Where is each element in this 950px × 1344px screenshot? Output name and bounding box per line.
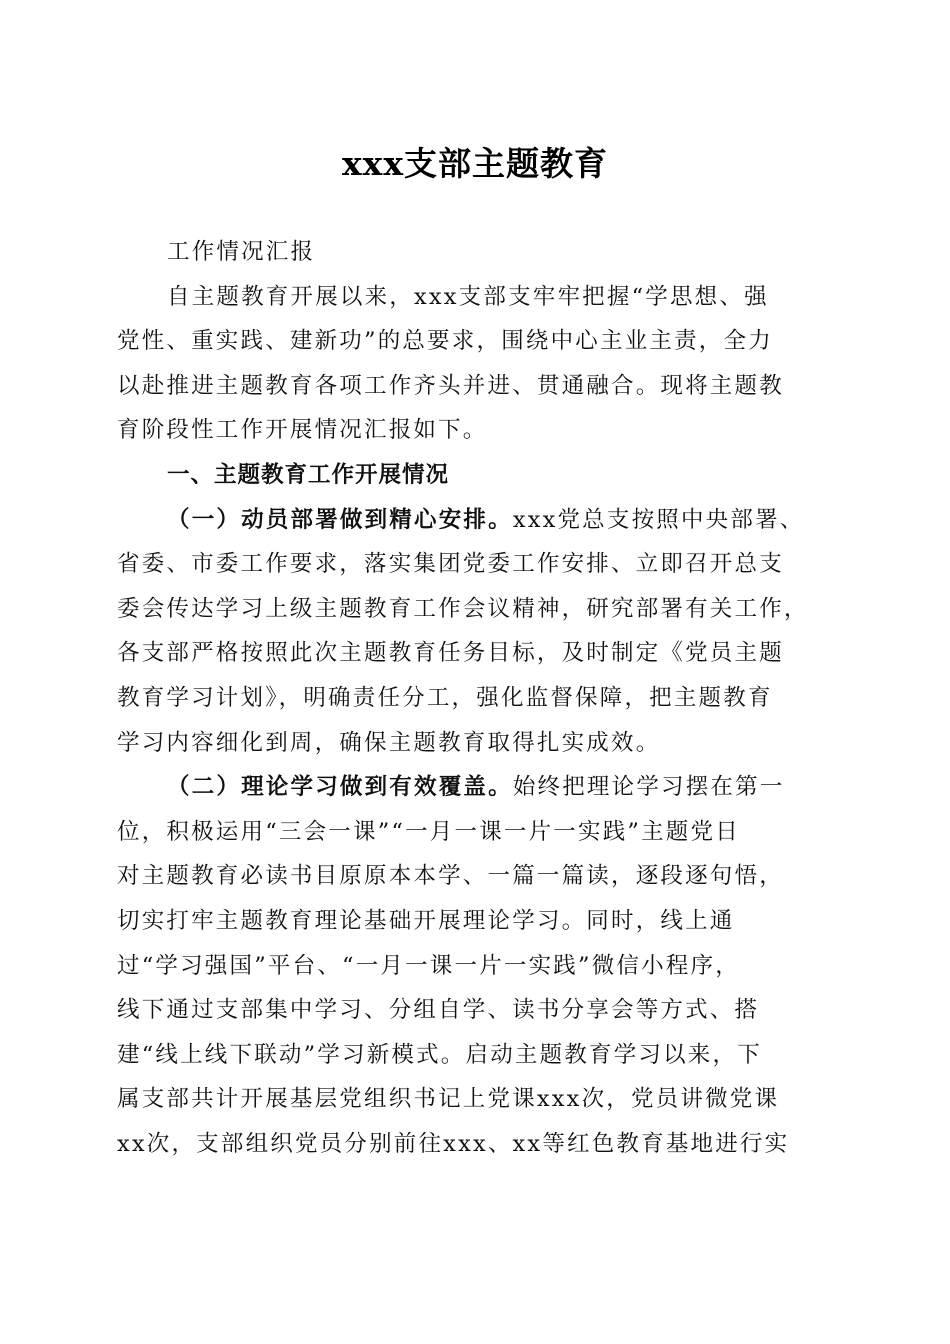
paragraph-line: 教育学习计划》，明确责任分工，强化监督保障，把主题教育 xyxy=(117,684,773,711)
paragraph-line: 省委、市委工作要求，落实集团党委工作安排、立即召开总支 xyxy=(117,551,784,578)
paragraph-line: 党性、重实践、建新功”的总要求，围绕中心主业主责，全力 xyxy=(117,328,773,355)
paragraph-line: 位，积极运用“三会一课”“一月一课一片一实践”主题党日 xyxy=(117,818,740,845)
sub-heading: （一）动员部署做到精心安排。 xyxy=(167,506,513,533)
paragraph-line: 自主题教育开展以来，xxx支部支牢牢把握“学思想、强 xyxy=(167,283,769,310)
paragraph-line: xx次，支部组织党员分别前往xxx、xx等红色教育基地进行实 xyxy=(117,1130,790,1157)
paragraph-text: xxx党总支按照中央部署、 xyxy=(512,506,805,533)
paragraph-line: 建“线上线下联动”学习新模式。启动主题教育学习以来，下 xyxy=(117,1041,762,1068)
document-body xyxy=(117,230,829,1166)
paragraph-line: 以赴推进主题教育各项工作齐头并进、贯通融合。现将主题教 xyxy=(117,372,784,399)
paragraph-line: 切实打牢主题教育理论基础开展理论学习。同时，线上通 xyxy=(117,907,735,934)
paragraph-text: 始终把理论学习摆在第一 xyxy=(512,774,785,801)
paragraph-line: 线下通过支部集中学习、分组自学、读书分享会等方式、搭 xyxy=(117,997,760,1024)
section-heading: 一、主题教育工作开展情况 xyxy=(167,461,450,488)
paragraph-line: 属支部共计开展基层党组织书记上党课xxx次，党员讲微党课 xyxy=(117,1086,780,1113)
paragraph-line: 各支部严格按照此次主题教育任务目标，及时制定《党员主题 xyxy=(117,640,784,667)
paragraph-line xyxy=(117,765,829,810)
document-title: xxx支部主题教育 xyxy=(341,144,609,183)
paragraph-line: 学习内容细化到周，确保主题教育取得扎实成效。 xyxy=(117,729,661,756)
paragraph-line: 过“学习强国”平台、“一月一课一片一实践”微信小程序， xyxy=(117,952,740,979)
paragraph-line: 对主题教育必读书目原原本本学、一篇一篇读，逐段逐句悟， xyxy=(117,863,784,890)
report-subtitle-line: 工作情况汇报 xyxy=(167,239,316,265)
paragraph-line: 委会传达学习上级主题教育工作会议精神，研究部署有关工作， xyxy=(117,595,809,622)
paragraph-line xyxy=(117,498,829,543)
sub-heading: （二）理论学习做到有效覆盖。 xyxy=(167,774,513,801)
paragraph-line: 育阶段性工作开展情况汇报如下。 xyxy=(117,417,488,444)
